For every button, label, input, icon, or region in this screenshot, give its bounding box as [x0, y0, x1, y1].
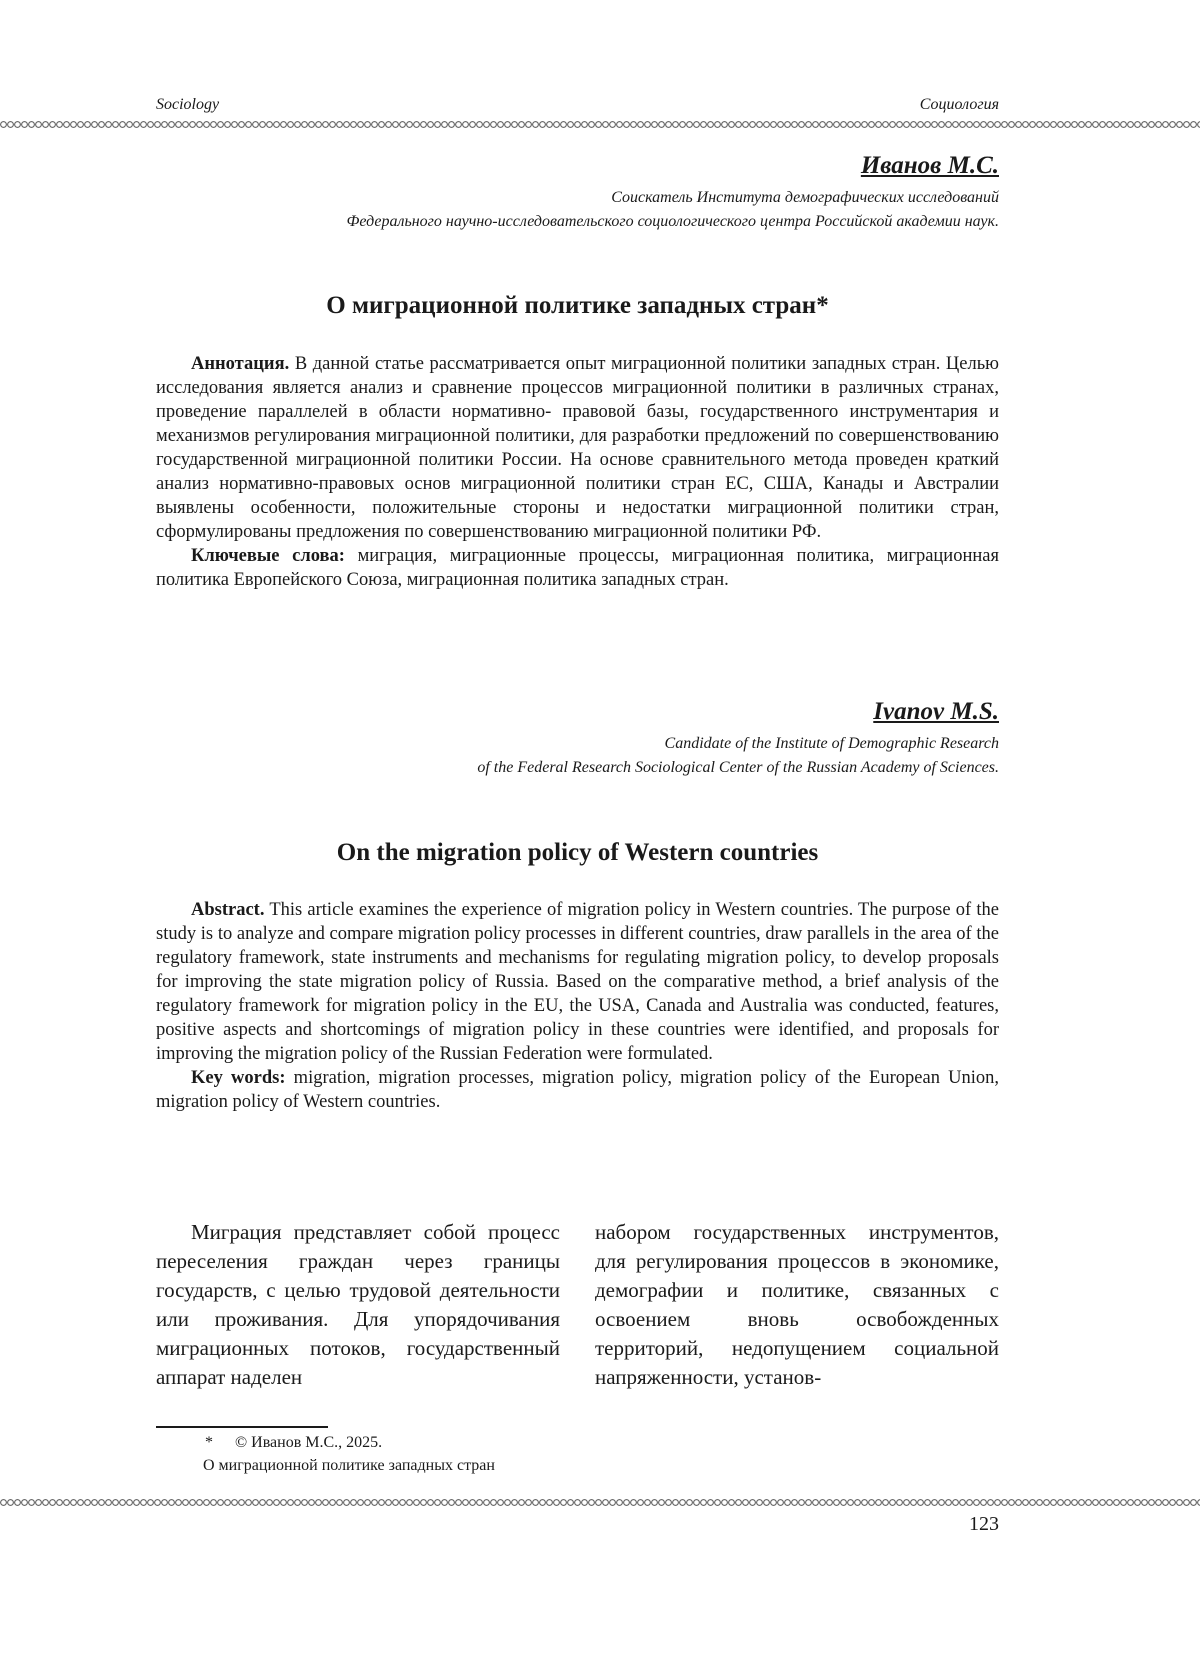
- en-affiliation-line2: of the Federal Research Sociological Center of the Russian Academy of Sciences.: [477, 759, 999, 776]
- ru-keywords: [156, 544, 999, 592]
- ru-abstract-block: [156, 352, 999, 592]
- running-head-left: Sociology: [156, 96, 220, 113]
- en-keywords-text: migration, migration processes, migration policy, migration policy of the European Union, migration policy of Western countries.: [156, 1068, 999, 1112]
- en-keywords-label: Key words:: [191, 1068, 286, 1088]
- body-columns: [156, 1218, 999, 1392]
- footnote-mark: *: [205, 1434, 213, 1451]
- en-abstract-text: This article examines the experience of migration policy in Western countries. The purpose of the study is to analyze and compare migration policy processes in different countries, draw parallels in the area of the regulatory framework, state instruments and mechanisms for regulating migration policy, to develop proposals for improving the state migration policy of Russia. Based on the comparative method, a brief analysis of the regulatory framework for migration policy in the EU, the USA, Canada and Australia was conducted, features, positive aspects and shortcomings of migration policy in these countries were identified, and proposals for improving the migration policy of the Russian Federation were formulated.: [156, 900, 999, 1064]
- ru-author-name: Иванов М.С.: [860, 152, 999, 179]
- en-affiliation: [156, 732, 999, 780]
- en-author-block: [156, 698, 999, 780]
- ru-affiliation-line1: Соискатель Института демографических исследований: [611, 189, 999, 206]
- en-keywords: [156, 1066, 999, 1114]
- en-author-name: Ivanov M.S.: [873, 698, 999, 725]
- en-abstract: [156, 898, 999, 1066]
- footnote-separator: [156, 1426, 328, 1428]
- page-number: 123: [969, 1513, 999, 1535]
- bottom-ornamental-rule: [0, 1498, 1200, 1508]
- ru-title-block: [156, 292, 999, 320]
- ru-keywords-text: миграция, миграционные процессы, миграционная политика, миграционная политика Европейского Союза, миграционная политика западных стран.: [156, 546, 999, 590]
- en-article-title: On the migration policy of Western countries: [336, 839, 819, 866]
- footnote-copyright: © Иванов М.С., 2025.: [235, 1434, 383, 1451]
- footnote-line2: О миграционной политике западных стран: [203, 1457, 495, 1474]
- running-head: [156, 96, 999, 114]
- ru-affiliation-line2: Федерального научно-исследовательского социологического центра Российской академии наук.: [346, 213, 999, 230]
- en-abstract-block: [156, 898, 999, 1114]
- ru-keywords-label: Ключевые слова:: [191, 546, 345, 566]
- ru-abstract: [156, 352, 999, 544]
- en-abstract-label: Abstract.: [191, 900, 265, 920]
- ru-affiliation: [156, 186, 999, 234]
- body-column-right: набором государственных инструментов, для регулирования процессов в экономике, демографии и политике, связанных с освоением вновь освобожденных территорий, недопущением социальной напряженности, установ-: [595, 1220, 999, 1389]
- body-column-left: Миграция представляет собой процесс переселения граждан через границы государств, с целью трудовой деятельности или проживания. Для упорядочивания миграционных потоков, государственный аппарат наделен: [156, 1220, 560, 1389]
- ru-abstract-text: В данной статье рассматривается опыт миграционной политики западных стран. Целью исследования является анализ и сравнение процессов миграционной политики в различных странах, проведение параллелей в области нормативно- правовой базы, государственного инструментария и механизмов регулирования миграционной политики, для разработки предложений по совершенствованию государственной миграционной политики России. На основе сравнительного метода проведен краткий анализ нормативно-правовых основ миграционной политики стран ЕС, США, Канады и Австралии выявлены особенности, положительные стороны и недостатки миграционной политики стран, сформулированы предложения по совершенствованию миграционной политики РФ.: [156, 354, 999, 542]
- running-head-right: Социология: [919, 96, 999, 113]
- en-title-block: [156, 839, 999, 867]
- ru-author-block: [156, 152, 999, 234]
- ru-article-title: О миграционной политике западных стран*: [326, 292, 829, 319]
- top-ornamental-rule: [0, 120, 1200, 130]
- footnote-line1: [205, 1434, 382, 1452]
- ru-abstract-label: Аннотация.: [191, 354, 290, 374]
- en-affiliation-line1: Candidate of the Institute of Demographic Research: [664, 735, 999, 752]
